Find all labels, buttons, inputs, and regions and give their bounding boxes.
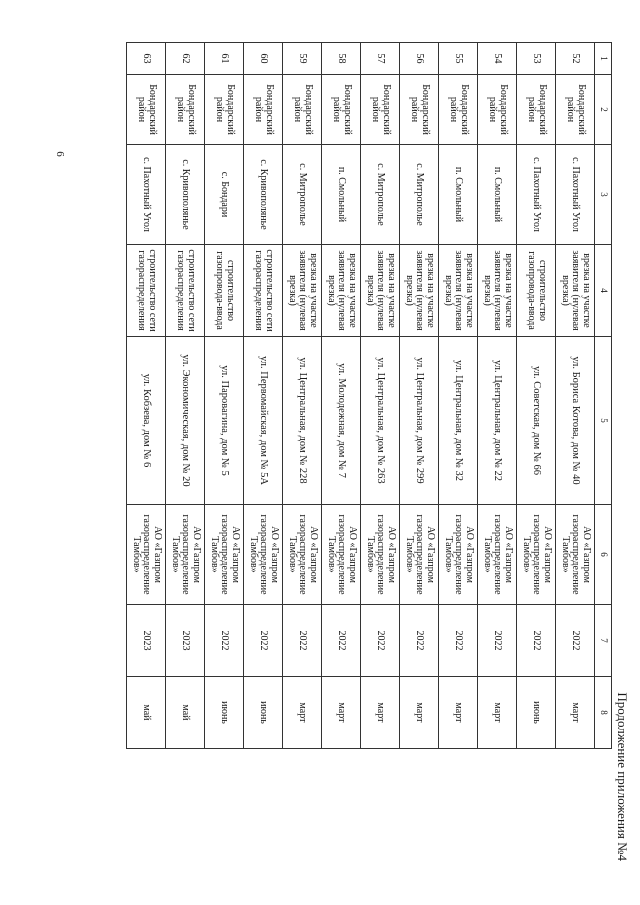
header-cell: 1: [595, 43, 612, 75]
cell-month: май: [127, 677, 166, 749]
cell-organization: АО «Газпром газораспределение Тамбов»: [322, 505, 361, 605]
cell-organization: АО «Газпром газораспределение Тамбов»: [517, 505, 556, 605]
cell-locality: п. Смольный: [478, 145, 517, 245]
cell-address: ул. Центральная, дом № 228: [283, 337, 322, 505]
header-cell: 3: [595, 145, 612, 245]
table-row: [478, 43, 517, 749]
cell-organization: АО «Газпром газораспределение Тамбов»: [478, 505, 517, 605]
cell-year: 2022: [283, 605, 322, 677]
cell-address: ул. Первомайская, дом № 5А: [244, 337, 283, 505]
cell-number: 56: [400, 43, 439, 75]
cell-year: 2023: [166, 605, 205, 677]
table-row: [361, 43, 400, 749]
cell-number: 52: [556, 43, 595, 75]
table-body: [127, 43, 595, 749]
cell-address: ул. Центральная, дом № 32: [439, 337, 478, 505]
cell-district: Бондарский район: [556, 75, 595, 145]
header-cell: 7: [595, 605, 612, 677]
cell-locality: п. Смольный: [322, 145, 361, 245]
cell-district: Бондарский район: [127, 75, 166, 145]
cell-number: 57: [361, 43, 400, 75]
cell-month: июнь: [517, 677, 556, 749]
cell-address: ул. Центральная, дом № 263: [361, 337, 400, 505]
cell-year: 2022: [205, 605, 244, 677]
cell-month: март: [439, 677, 478, 749]
header-cell: 8: [595, 677, 612, 749]
table-row: [439, 43, 478, 749]
table-row: [205, 43, 244, 749]
cell-work-type: строительство сети газораспределения: [166, 245, 205, 337]
cell-district: Бондарский район: [439, 75, 478, 145]
page-number: 6: [54, 151, 66, 157]
table-row: [322, 43, 361, 749]
cell-work-type: врезка на участке заявителя (нулевая врезка): [478, 245, 517, 337]
cell-work-type: строительство газопровода-ввода: [517, 245, 556, 337]
cell-number: 54: [478, 43, 517, 75]
cell-organization: АО «Газпром газораспределение Тамбов»: [127, 505, 166, 605]
cell-district: Бондарский район: [361, 75, 400, 145]
header-cell: 2: [595, 75, 612, 145]
cell-locality: с. Пахотный Угол: [127, 145, 166, 245]
header-row: [595, 43, 612, 749]
header-cell: 4: [595, 245, 612, 337]
cell-work-type: врезка на участке заявителя (нулевая врезка): [439, 245, 478, 337]
cell-organization: АО «Газпром газораспределение Тамбов»: [361, 505, 400, 605]
cell-month: июнь: [244, 677, 283, 749]
cell-number: 62: [166, 43, 205, 75]
cell-number: 61: [205, 43, 244, 75]
appendix-caption: Продолжение приложения №4: [615, 692, 630, 861]
cell-work-type: врезка на участке заявителя (нулевая врезка): [322, 245, 361, 337]
cell-number: 53: [517, 43, 556, 75]
cell-district: Бондарский район: [400, 75, 439, 145]
cell-locality: с. Митрополье: [283, 145, 322, 245]
cell-year: 2022: [556, 605, 595, 677]
table-row: [556, 43, 595, 749]
cell-number: 63: [127, 43, 166, 75]
cell-work-type: строительство газопровода-ввода: [205, 245, 244, 337]
cell-number: 55: [439, 43, 478, 75]
cell-organization: АО «Газпром газораспределение Тамбов»: [556, 505, 595, 605]
cell-work-type: врезка на участке заявителя (нулевая врезка): [400, 245, 439, 337]
cell-organization: АО «Газпром газораспределение Тамбов»: [166, 505, 205, 605]
cell-month: март: [400, 677, 439, 749]
cell-work-type: строительство сети газораспределения: [127, 245, 166, 337]
cell-month: май: [166, 677, 205, 749]
cell-locality: с. Кривополянье: [166, 145, 205, 245]
cell-number: 58: [322, 43, 361, 75]
table-row: [166, 43, 205, 749]
cell-district: Бондарский район: [244, 75, 283, 145]
cell-organization: АО «Газпром газораспределение Тамбов»: [400, 505, 439, 605]
cell-locality: с. Митрополье: [361, 145, 400, 245]
cell-locality: п. Смольный: [439, 145, 478, 245]
cell-organization: АО «Газпром газораспределение Тамбов»: [439, 505, 478, 605]
table-row: [127, 43, 166, 749]
cell-address: ул. Молодежная, дом № 7: [322, 337, 361, 505]
cell-locality: с. Пахотный Угол: [556, 145, 595, 245]
cell-month: март: [322, 677, 361, 749]
cell-work-type: врезка на участке заявителя (нулевая врезка): [283, 245, 322, 337]
cell-address: ул. Экономическая, дом № 20: [166, 337, 205, 505]
cell-locality: с. Бондари: [205, 145, 244, 245]
cell-month: март: [556, 677, 595, 749]
cell-year: 2022: [244, 605, 283, 677]
cell-district: Бондарский район: [283, 75, 322, 145]
cell-district: Бондарский район: [517, 75, 556, 145]
cell-organization: АО «Газпром газораспределение Тамбов»: [205, 505, 244, 605]
cell-year: 2022: [478, 605, 517, 677]
cell-year: 2022: [439, 605, 478, 677]
cell-address: ул. Советская, дом № 66: [517, 337, 556, 505]
table-row: [400, 43, 439, 749]
cell-year: 2022: [361, 605, 400, 677]
table-row: [244, 43, 283, 749]
cell-address: ул. Центральная, дом № 22: [478, 337, 517, 505]
cell-district: Бондарский район: [478, 75, 517, 145]
cell-organization: АО «Газпром газораспределение Тамбов»: [283, 505, 322, 605]
cell-number: 59: [283, 43, 322, 75]
cell-year: 2023: [127, 605, 166, 677]
cell-address: ул. Паровагина, дом № 5: [205, 337, 244, 505]
gasification-table: [126, 42, 612, 749]
table-row: [283, 43, 322, 749]
cell-address: ул. Бориса Котова, дом № 40: [556, 337, 595, 505]
cell-address: ул. Кобзева, дом № 6: [127, 337, 166, 505]
cell-month: март: [283, 677, 322, 749]
table-row: [517, 43, 556, 749]
cell-month: июнь: [205, 677, 244, 749]
cell-year: 2022: [322, 605, 361, 677]
cell-month: март: [478, 677, 517, 749]
cell-district: Бондарский район: [166, 75, 205, 145]
cell-year: 2022: [400, 605, 439, 677]
cell-district: Бондарский район: [205, 75, 244, 145]
cell-locality: с. Митрополье: [400, 145, 439, 245]
cell-work-type: врезка на участке заявителя (нулевая врезка): [361, 245, 400, 337]
cell-address: ул. Центральная, дом № 299: [400, 337, 439, 505]
cell-district: Бондарский район: [322, 75, 361, 145]
cell-organization: АО «Газпром газораспределение Тамбов»: [244, 505, 283, 605]
cell-month: март: [361, 677, 400, 749]
header-cell: 5: [595, 337, 612, 505]
cell-work-type: врезка на участке заявителя (нулевая врезка): [556, 245, 595, 337]
cell-work-type: строительство сети газораспределения: [244, 245, 283, 337]
cell-number: 60: [244, 43, 283, 75]
cell-locality: с. Пахотный Угол: [517, 145, 556, 245]
cell-locality: с. Кривополянье: [244, 145, 283, 245]
cell-year: 2022: [517, 605, 556, 677]
header-cell: 6: [595, 505, 612, 605]
